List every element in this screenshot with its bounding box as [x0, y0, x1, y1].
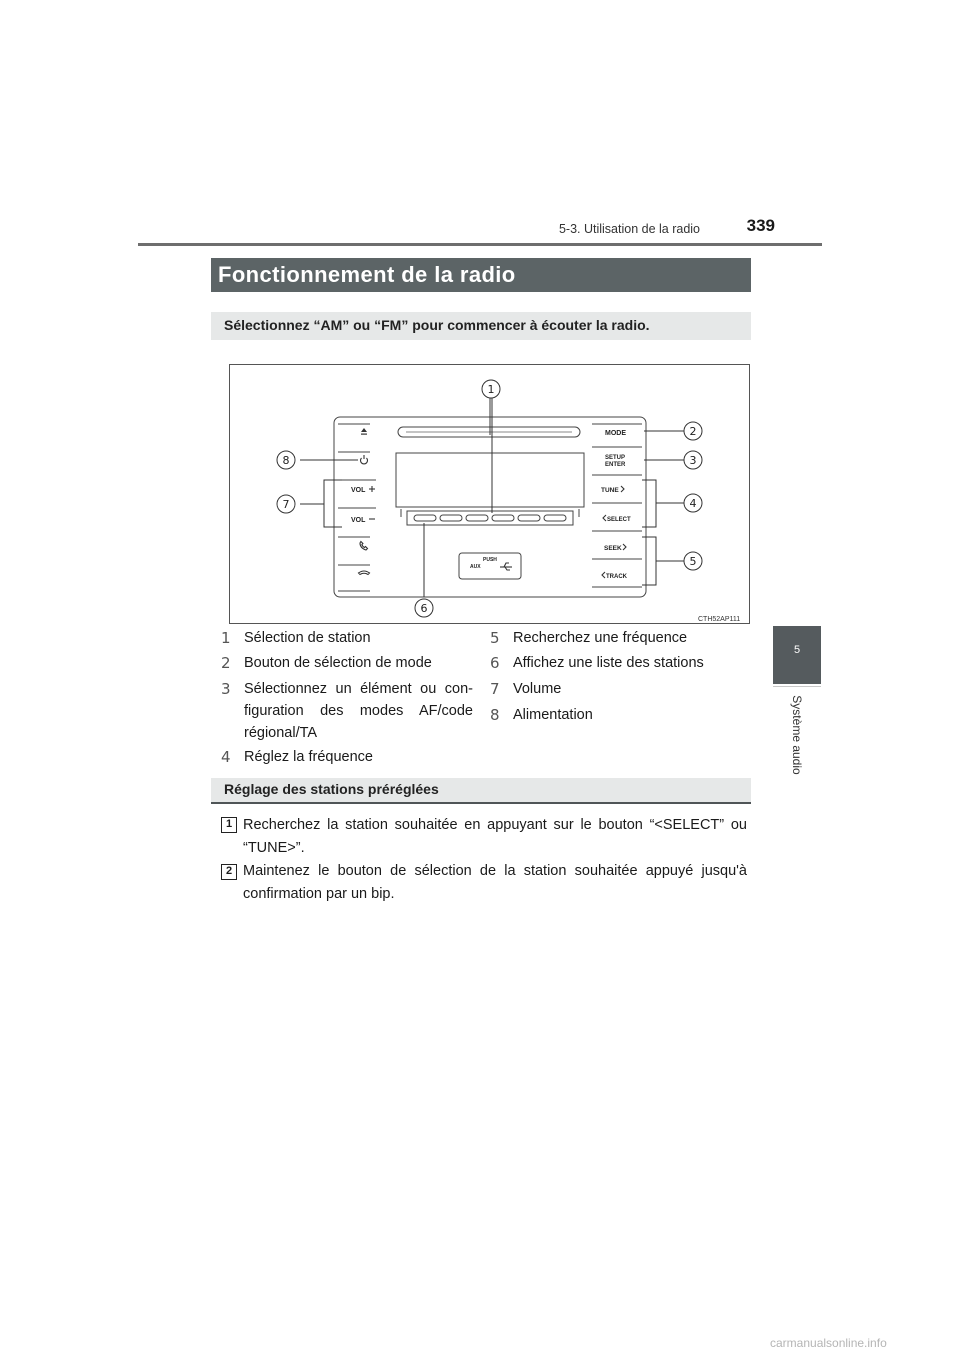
header-rule [138, 243, 822, 246]
callout-bracket-5 [642, 537, 656, 585]
preset-button [414, 515, 436, 521]
legend-number: 8 [490, 706, 500, 724]
callout-bracket-4 [642, 480, 656, 527]
chapter-tab-label: Système audio [790, 695, 804, 775]
mode-label: MODE [605, 430, 626, 437]
legend-item [490, 678, 750, 700]
preset-bar [407, 511, 573, 525]
legend-number: 3 [221, 680, 231, 698]
preset-button [440, 515, 462, 521]
vol-plus-label: VOL [351, 487, 366, 494]
section-title: Fonctionnement de la radio [218, 262, 516, 287]
preset-button [518, 515, 540, 521]
legend-text: Bouton de sélection de mode [244, 655, 432, 671]
preset-button [466, 515, 488, 521]
step-text: Recherchez la station souhaitée en appuyant sur le bouton “<SELECT” ou “TUNE>”. [243, 817, 747, 856]
eject-icon [361, 428, 367, 432]
legend-item [221, 652, 473, 674]
chevron-left-icon [602, 572, 605, 578]
legend-item [490, 652, 750, 674]
callout-number-1: 1 [487, 383, 495, 396]
display-screen [396, 453, 584, 507]
select-label: SELECT [607, 517, 631, 523]
eject-icon-bar [361, 434, 367, 435]
radio-diagram-svg [230, 365, 751, 625]
chapter-tab-divider [773, 686, 821, 687]
preset-button [544, 515, 566, 521]
aux-label: AUX [470, 564, 481, 570]
chapter-tab-number: 5 [793, 644, 801, 656]
tune-label: TUNE [601, 487, 619, 494]
legend-text: Affichez une liste des stations [513, 655, 704, 671]
step-number-box: 1 [221, 817, 237, 833]
legend-number: 4 [221, 748, 231, 766]
legend-item [490, 704, 750, 726]
phone-pickup-icon [360, 542, 368, 551]
radio-diagram [229, 364, 750, 624]
callout-bracket-7 [324, 480, 342, 527]
callout-number-5: 5 [689, 555, 697, 568]
subsection-title: Réglage des stations préréglées [224, 781, 439, 797]
setup-label: SETUP [605, 455, 626, 461]
page-number: 339 [746, 216, 775, 235]
legend-text: Recherchez une fréquence [513, 630, 688, 646]
legend-item [221, 678, 473, 744]
running-header-section: 5-3. Utilisation de la radio [558, 222, 700, 236]
chevron-right-icon [621, 486, 624, 492]
legend-item [221, 746, 473, 768]
preset-button [492, 515, 514, 521]
legend-number: 2 [221, 654, 231, 672]
callout-number-2: 2 [689, 425, 697, 438]
legend-text: Volume [513, 681, 562, 697]
legend-number: 1 [221, 629, 231, 647]
enter-label: ENTER [605, 462, 626, 468]
legend-item [490, 627, 750, 649]
legend-number: 6 [490, 654, 500, 672]
legend-text: Réglez la fréquence [244, 749, 373, 765]
footer-watermark: carmanualsonline.info [770, 1336, 887, 1350]
chevron-right-icon [623, 544, 626, 550]
callout-number-7: 7 [282, 498, 290, 511]
callout-number-8: 8 [282, 454, 290, 467]
vol-minus-label: VOL [351, 517, 366, 524]
phone-hangup-icon [359, 571, 370, 575]
legend-item [221, 627, 473, 649]
callout-number-4: 4 [689, 497, 697, 510]
seek-label: SEEK [604, 545, 622, 552]
intro-text: Sélectionnez “AM” ou “FM” pour commencer à écouter la radio. [224, 317, 650, 333]
track-label: TRACK [606, 574, 627, 580]
legend-text: Sélection de station [244, 630, 371, 646]
chevron-left-icon [603, 515, 606, 521]
step-text: Maintenez le bouton de sélection de la station souhaitée appuyé jusqu'à confirmation par un bip. [243, 863, 747, 902]
legend-number: 5 [490, 629, 500, 647]
legend-text: Sélectionnez un élément ou con-figuration des modes AF/code régional/TA [244, 681, 473, 741]
callout-number-6: 6 [420, 602, 428, 615]
step-number-box: 2 [221, 864, 237, 880]
push-label: PUSH [483, 557, 497, 563]
callout-number-3: 3 [689, 454, 697, 467]
legend-number: 7 [490, 680, 500, 698]
figure-code: CTH52AP111 [698, 616, 741, 623]
legend-text: Alimentation [513, 707, 593, 723]
